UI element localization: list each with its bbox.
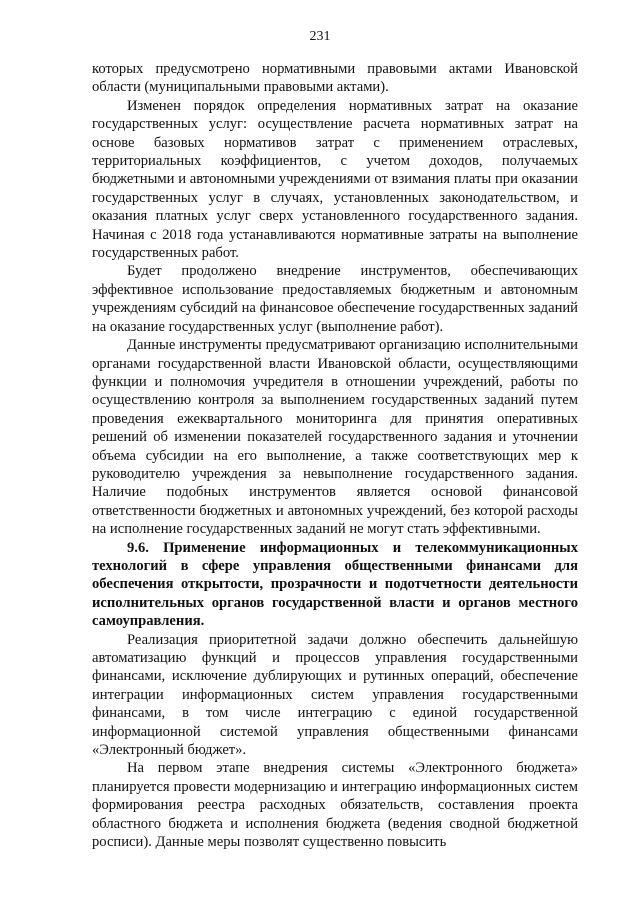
- paragraph: Будет продолжено внедрение инструментов, обеспечивающих эффективное использование предоставляемых бюджетным и автономным учреждениям субсидий на финансовое обеспечение государственных заданий на оказание государственных услуг (выполнение работ).: [92, 263, 578, 335]
- page-number: 231: [309, 29, 331, 44]
- paragraph: Реализация приоритетной задачи должно обеспечить дальнейшую автоматизацию функций и процессов управления государственными финансами, исключение дублирующих и рутинных операций, обеспечение интеграции информационных систем управления государственными финансами, в том числе интеграцию с единой государственной информационной системой управления общественными финансами «Электронный бюджет».: [92, 631, 578, 759]
- paragraph: Изменен порядок определения нормативных затрат на оказание государственных услуг: осуществление расчета нормативных затрат на основе базовых нормативов затрат с применением отраслевых, территориальных коэффициентов, с учетом доходов, получаемых бюджетными и автономными учреждениями от взимания платы при оказании государственных услуг в случаях, установленных законодательством, и оказания платных услуг сверх установленного государственного задания. Начиная с 2018 года устанавливаются нормативные затраты на выполнение государственных работ.: [92, 97, 578, 262]
- body-text: [92, 60, 578, 851]
- paragraph: которых предусмотрено нормативными правовыми актами Ивановской области (муниципальными правовыми актами).: [92, 61, 578, 96]
- paragraph: Данные инструменты предусматривают организацию исполнительными органами государственной власти Ивановской области, осуществляющими функции и полномочия учредителя в отношении учреждений, работы по осуществлению контроля за выполнением государственных заданий путем проведения ежеквартального мониторинга для принятия оперативных решений об изменении показателей государственного задания и уточнении объема субсидии на его выполнение, а также соответствующих мер к руководителю учреждения за невыполнение государственного задания. Наличие подобных инструментов является основой финансовой ответственности бюджетных и автономных учреждений, без которой расходы на исполнение государственных заданий не могут стать эффективными.: [92, 337, 578, 538]
- section-heading: 9.6. Применение информационных и телекоммуникационных технологий в сфере управления общественными финансами для обеспечения открытости, прозрачности и подотчетности деятельности исполнительных органов государственной власти и органов местного самоуправления.: [92, 539, 578, 630]
- paragraph: На первом этапе внедрения системы «Электронного бюджета» планируется провести модернизацию и интеграцию информационных систем формирования реестра расходных обязательств, составления проекта областного бюджета и исполнения бюджета (ведения сводной бюджетной росписи). Данные меры позволят существенно повысить: [92, 760, 578, 851]
